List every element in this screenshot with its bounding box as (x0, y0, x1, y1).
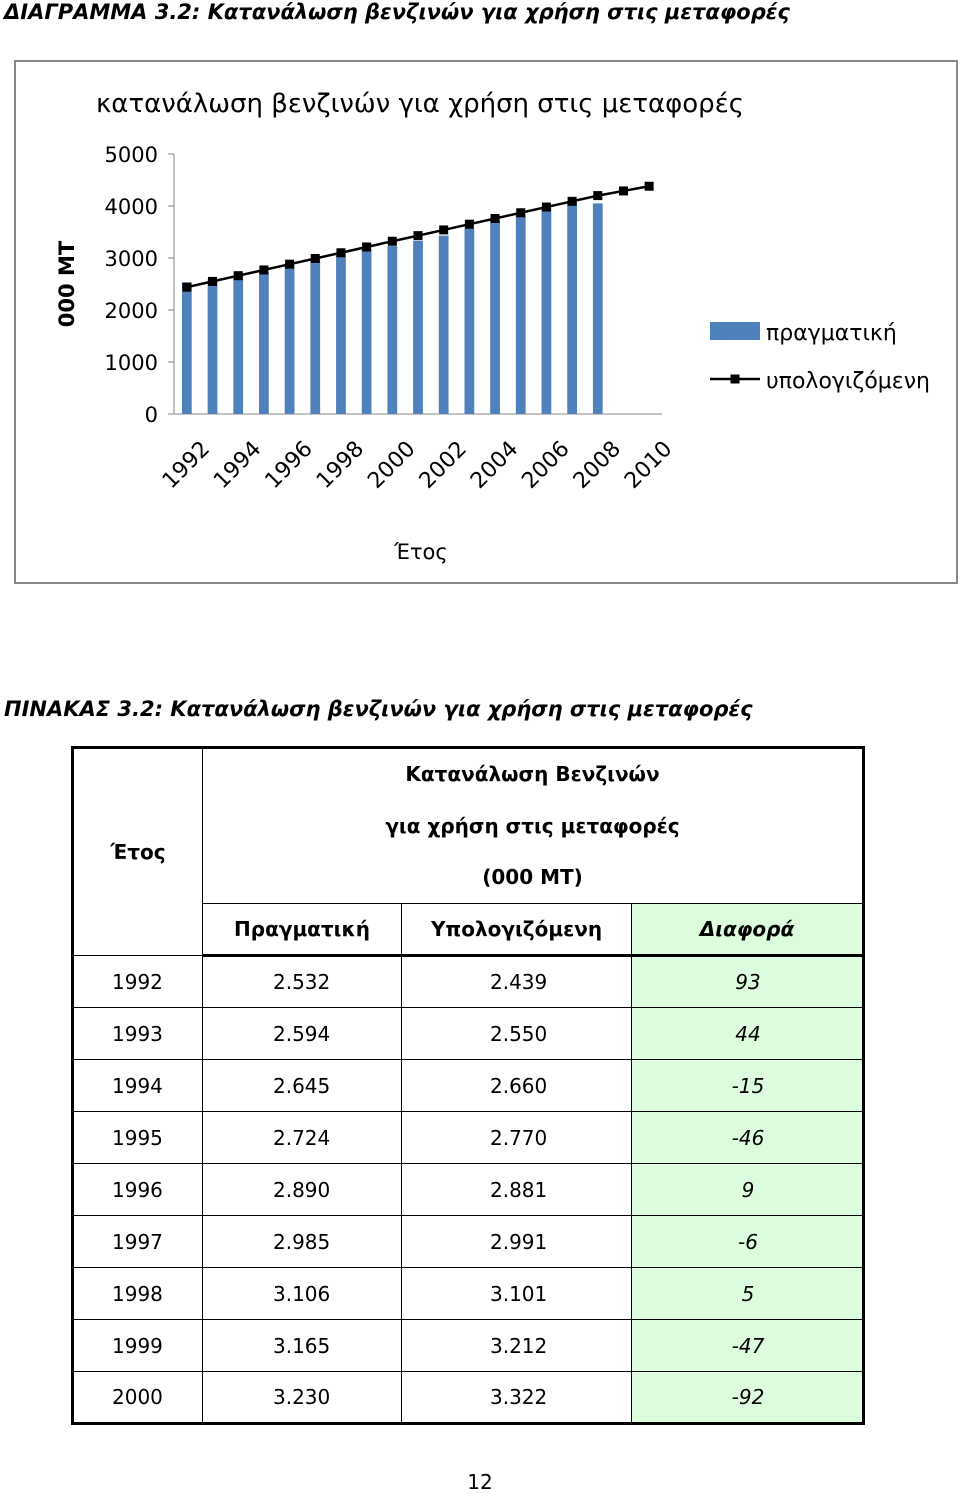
row-actual: 3.165 (203, 1320, 402, 1372)
y-tick-label: 0 (144, 403, 158, 427)
col-header-difference: Διαφορά (632, 904, 864, 956)
estimate-marker (414, 231, 423, 240)
table-row (73, 956, 864, 1008)
row-difference: -46 (632, 1112, 864, 1164)
row-actual: 2.594 (203, 1008, 402, 1060)
table-row (73, 1008, 864, 1060)
bar (208, 279, 218, 414)
estimate-marker (542, 203, 551, 212)
row-year: 1995 (73, 1112, 203, 1164)
estimate-marker (336, 248, 345, 257)
estimate-marker (182, 283, 191, 292)
legend-label-actual: πραγματική (766, 321, 897, 346)
row-estimated: 2.550 (402, 1008, 632, 1060)
row-difference: 44 (632, 1008, 864, 1060)
chart-area (14, 60, 958, 584)
estimate-marker (491, 214, 500, 223)
table-row (73, 1320, 864, 1372)
estimate-marker (362, 242, 371, 251)
bar (285, 264, 295, 414)
bar (387, 246, 397, 414)
row-year: 2000 (73, 1372, 203, 1424)
x-tick-label: 1994 (209, 436, 267, 494)
y-axis-label: 000 MT (55, 240, 79, 328)
x-tick-label: 1996 (260, 436, 318, 494)
bar (182, 282, 192, 414)
row-estimated: 2.439 (402, 956, 632, 1008)
y-tick-label: 5000 (104, 143, 158, 167)
row-actual: 2.724 (203, 1112, 402, 1164)
row-difference: 9 (632, 1164, 864, 1216)
row-actual: 2.532 (203, 956, 402, 1008)
y-tick-label: 3000 (104, 247, 158, 271)
legend-bar-swatch (710, 322, 760, 340)
diagram-caption: ΔΙΑΓΡΑΜΜΑ 3.2: Κατανάλωση βενζινών για χρήση στις μεταφορές (4, 0, 790, 24)
y-tick-label: 1000 (104, 351, 158, 375)
estimate-marker (234, 271, 243, 280)
chart-title: κατανάλωση βενζινών για χρήση στις μεταφορές (95, 89, 745, 119)
bar (490, 221, 500, 414)
bar (233, 276, 243, 414)
bar (336, 252, 346, 414)
estimate-marker (311, 254, 320, 263)
table-row (73, 1164, 864, 1216)
year-header: Έτος (73, 748, 203, 956)
col-header-estimated: Υπολογιζόμενη (402, 904, 632, 956)
estimate-marker (208, 277, 217, 286)
x-tick-label: 1998 (311, 436, 370, 494)
estimate-marker (516, 208, 525, 217)
y-tick-label: 2000 (104, 299, 158, 323)
row-difference: -47 (632, 1320, 864, 1372)
group-header-line-3: (000 MT) (203, 852, 864, 904)
bar (593, 203, 603, 414)
bar (310, 259, 320, 414)
x-tick-label: 2010 (620, 436, 678, 494)
bar (567, 202, 577, 414)
row-actual: 2.985 (203, 1216, 402, 1268)
x-tick-label: 2004 (466, 436, 524, 494)
table-row (73, 1268, 864, 1320)
page-number: 12 (467, 1470, 493, 1494)
row-year: 1994 (73, 1060, 203, 1112)
chart-svg (16, 62, 960, 586)
group-header-line-1: Κατανάλωση Βενζινών (203, 748, 864, 800)
row-year: 1992 (73, 956, 203, 1008)
row-estimated: 3.212 (402, 1320, 632, 1372)
x-tick-label: 2006 (517, 436, 575, 494)
col-header-actual: Πραγματική (203, 904, 402, 956)
bar (516, 214, 526, 414)
x-axis-label: Έτος (394, 540, 448, 564)
x-tick-label: 2008 (568, 436, 627, 494)
row-estimated: 2.660 (402, 1060, 632, 1112)
legend-line-marker (731, 375, 740, 384)
row-year: 1999 (73, 1320, 203, 1372)
table-row (73, 1372, 864, 1424)
estimate-marker (593, 191, 602, 200)
bar (259, 272, 269, 414)
bar (464, 228, 474, 414)
x-tick-label: 1992 (157, 436, 216, 494)
row-estimated: 3.101 (402, 1268, 632, 1320)
estimate-marker (619, 186, 628, 195)
row-estimated: 2.770 (402, 1112, 632, 1164)
row-year: 1993 (73, 1008, 203, 1060)
row-year: 1998 (73, 1268, 203, 1320)
estimate-marker (568, 197, 577, 206)
table-caption: ΠΙΝΑΚΑΣ 3.2: Κατανάλωση βενζινών για χρήση στις μεταφορές (4, 697, 753, 721)
consumption-table (71, 746, 865, 1425)
bar (362, 249, 372, 414)
bar (413, 241, 423, 414)
row-year: 1996 (73, 1164, 203, 1216)
table-row (73, 1112, 864, 1164)
legend-label-estimated: υπολογιζόμενη (766, 369, 930, 394)
row-difference: -15 (632, 1060, 864, 1112)
row-estimated: 2.991 (402, 1216, 632, 1268)
estimate-marker (259, 265, 268, 274)
estimate-marker (645, 182, 654, 191)
row-year: 1997 (73, 1216, 203, 1268)
row-actual: 2.890 (203, 1164, 402, 1216)
row-estimated: 3.322 (402, 1372, 632, 1424)
x-tick-label: 2000 (363, 436, 421, 494)
row-difference: 5 (632, 1268, 864, 1320)
table-row (73, 1060, 864, 1112)
estimate-marker (465, 220, 474, 229)
row-actual: 3.106 (203, 1268, 402, 1320)
y-tick-label: 4000 (104, 195, 158, 219)
estimate-marker (285, 260, 294, 269)
row-actual: 3.230 (203, 1372, 402, 1424)
row-actual: 2.645 (203, 1060, 402, 1112)
estimate-marker (388, 237, 397, 246)
row-estimated: 2.881 (402, 1164, 632, 1216)
bar (439, 236, 449, 414)
x-tick-label: 2002 (414, 436, 472, 494)
group-header-line-2: για χρήση στις μεταφορές (203, 800, 864, 852)
estimate-marker (439, 225, 448, 234)
row-difference: -6 (632, 1216, 864, 1268)
table-row (73, 1216, 864, 1268)
row-difference: -92 (632, 1372, 864, 1424)
row-difference: 93 (632, 956, 864, 1008)
bar (542, 208, 552, 414)
